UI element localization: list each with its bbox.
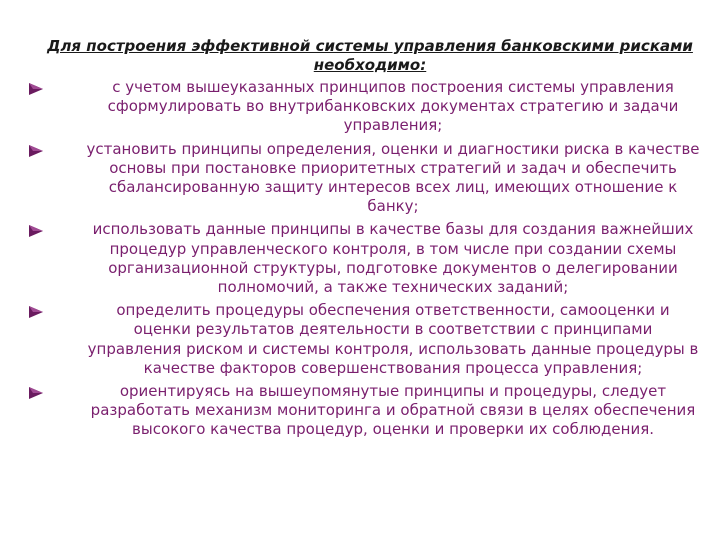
list-item [28, 220, 700, 297]
list-item-text: использовать данные принципы в качестве базы для создания важнейших процедур управленческого контроля, в том числе при создании схемы организационной структуры, подготовке документов о делегировании полномочий, а также технических заданий; [92, 220, 694, 297]
list-item-text: с учетом вышеуказанных принципов построения системы управления сформулировать во внутрибанковских документах стратегию и задачи управления; [107, 78, 679, 135]
triangle-arrow-bullet-icon [28, 144, 44, 158]
list-item-text: ориентируясь на вышеупомянутые принципы и процедуры, следует разработать механизм мониторинга и обратной связи в целях обеспечения высокого качества процедур, оценки и проверки их соблюдения. [90, 382, 696, 439]
bullet-list [28, 78, 700, 444]
triangle-arrow-bullet-icon [28, 82, 44, 96]
triangle-arrow-bullet-icon [28, 386, 44, 400]
list-item [28, 78, 700, 136]
triangle-arrow-bullet-icon [28, 224, 44, 238]
list-item [28, 382, 700, 440]
list-item [28, 301, 700, 378]
slide-heading: Для построения эффективной системы управления банковскими рисками необходимо: [47, 37, 693, 74]
triangle-arrow-bullet-icon [28, 305, 44, 319]
list-item [28, 140, 700, 217]
list-item-text: установить принципы определения, оценки и диагностики риска в качестве основы при постановке приоритетных стратегий и задач и обеспечить сбалансированную защиту интересов всех лиц, имеющих отношение к банку; [86, 139, 700, 216]
list-item-text: определить процедуры обеспечения ответственности, самооценки и оценки результатов деятельности в соответствии с принципами управления риском и системы контроля, использовать данные процедуры в качестве факторов совершенствования процесса управления; [87, 301, 699, 377]
